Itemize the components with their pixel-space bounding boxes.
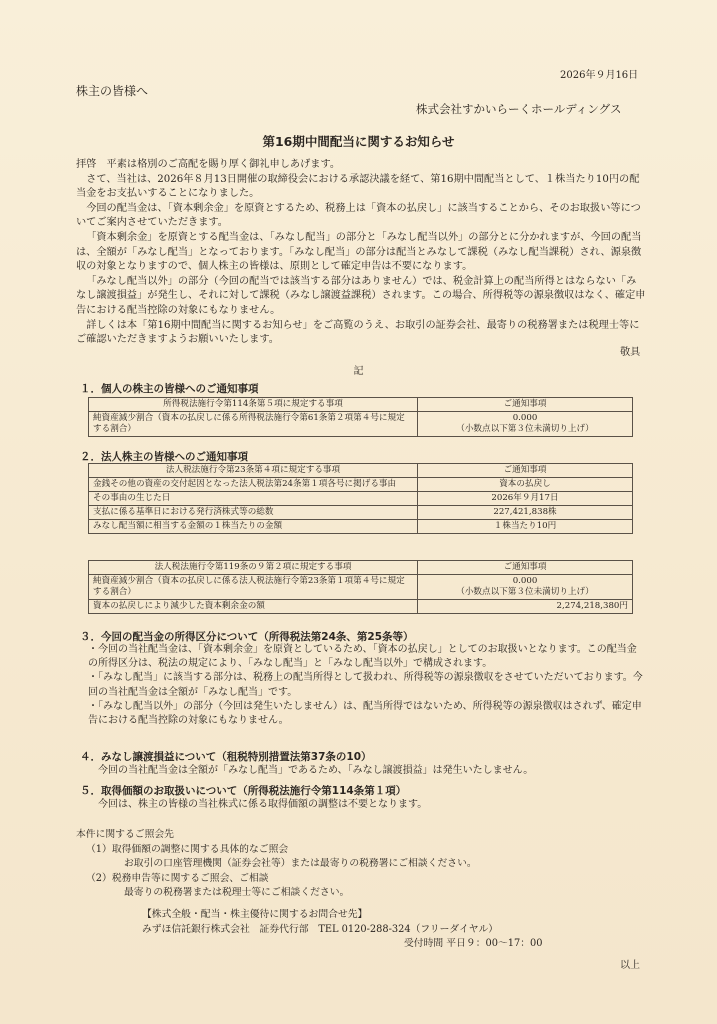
inquiry-hours: 受付時間 平日９：00～17：00	[404, 938, 543, 949]
inquiry-block	[142, 908, 642, 952]
keigu: 敬具	[620, 347, 641, 358]
salutation: 株主の皆様へ	[76, 84, 149, 98]
table-cell: 2026年９月17日	[418, 492, 633, 506]
ki-mark: 記	[353, 366, 364, 377]
table-row	[89, 506, 633, 520]
table-header: 法人税法施行令第23条第４項に規定する事項	[89, 464, 418, 478]
inquiry-title: 【株式全般・配当・株主優待に関するお問合せ先】	[142, 909, 368, 920]
contact-line: 最寄りの税務署または税理士等にご相談ください。	[124, 887, 350, 898]
table-header: 所得税法施行令第114条第５項に規定する事項	[89, 398, 418, 412]
table-row	[89, 600, 633, 614]
section-2-table-2	[88, 560, 633, 614]
closing-mark: 以上	[620, 960, 640, 971]
table-row	[89, 412, 633, 437]
section-5-text: 今回は、株主の皆様の当社株式に係る取得価額の調整は不要となります。	[98, 799, 428, 810]
section-4-heading: ４．みなし譲渡損益について（租税特別措置法第37条の10）	[80, 751, 372, 763]
note: （小数点以下第３位未満切り上げ）	[456, 424, 594, 434]
body-paragraph: 「みなし配当以外」の部分（今回の配当では該当する部分はありません）では、税金計算上の配当所得とはならない「みなし譲渡損益」が発生し、それに対して課税（みなし譲渡益課税）されます。この場合、所得税等の源泉徴収はなく、確定申告における配当控除の対象にもなりません。	[76, 275, 646, 316]
body-text	[76, 158, 646, 348]
table-cell: 純資産減少割合（資本の払戻しに係る所得税法施行令第61条第２項第４号に規定する割合）	[89, 412, 418, 437]
table-cell: 金銭その他の資産の交付起因となった法人税法第24条第１項各号に掲げる事由	[89, 478, 418, 492]
table-cell: １株当たり10円	[418, 520, 633, 534]
table-row	[89, 520, 633, 534]
table-row	[89, 492, 633, 506]
table-cell: 2,274,218,380円	[418, 600, 633, 614]
table-cell	[418, 575, 633, 600]
table-cell: 純資産減少割合（資本の払戻しに係る法人税法施行令第23条第１項第４号に規定する割合）	[89, 575, 418, 600]
section-3-heading: ３．今回の配当金の所得区分について（所得税法第24条、第25条等）	[80, 631, 414, 643]
table-header: ご通知事項	[418, 561, 633, 575]
section-2-heading: ２．法人株主の皆様へのご通知事項	[80, 451, 248, 463]
contact-line: お取引の口座管理機関（証券会社等）または最寄りの税務署にご相談ください。	[124, 858, 477, 869]
note: （小数点以下第３位未満切り上げ）	[456, 587, 594, 597]
table-cell: 資本の払戻しにより減少した資本剰余金の額	[89, 600, 418, 614]
page-title: 第16期中間配当に関するお知らせ	[262, 134, 455, 149]
list-item: ・「みなし配当」に該当する部分は、税務上の配当所得として扱われ、所得税等の源泉徴収をさせていただいております。今回の当社配当金は全額が「みなし配当」です。	[88, 672, 643, 698]
contact-heading: 本件に関するご照会先	[76, 829, 174, 840]
table-header: ご通知事項	[418, 398, 633, 412]
section-2-table-1	[88, 463, 633, 534]
section-5-heading: ５．取得価額のお取扱いについて（所得税法施行令第114条第１項）	[80, 785, 407, 797]
table-header: 法人税法施行令第119条の９第２項に規定する事項	[89, 561, 418, 575]
table-cell: 支払に係る基準日における発行済株式等の総数	[89, 506, 418, 520]
body-paragraph: 「資本剰余金」を原資とする配当金は、「みなし配当」の部分と「みなし配当以外」の部分とに分かれますが、今回の配当は、全額が「みなし配当」となっております。「みなし配当」の部分は配当とみなして課税（みなし配当課税）され、源泉徴収の対象となりますので、個人株主の皆様は、原則として確定申告は不要になります。	[76, 231, 642, 273]
contact-section	[76, 828, 636, 901]
body-paragraph: 今回の配当金は、「資本剰余金」を原資とするため、税務上は「資本の払戻し」に該当することから、そのお取扱い等についてご案内させていただきます。	[76, 202, 641, 229]
list-item: ・「みなし配当以外」の部分（今回は発生いたしません）は、配当所得ではないため、所得税等の源泉徴収はされず、確定申告における配当控除の対象にもなりません。	[88, 700, 642, 727]
list-item: ・今回の当社配当金は、「資本剰余金」を原資としているため、「資本の払戻し」としてのお取扱いとなります。この配当金の所得区分は、税法の規定により、「みなし配当」と「みなし配当以外」で構成されます。	[88, 644, 637, 670]
section-1-table	[88, 397, 633, 437]
table-cell	[418, 412, 633, 437]
section-3-body	[88, 643, 644, 728]
value: 0.000	[512, 576, 538, 586]
value: 0.000	[512, 413, 538, 423]
table-row	[89, 575, 633, 600]
table-cell: 資本の払戻し	[418, 478, 633, 492]
issue-date: 2026年９月16日	[560, 70, 639, 81]
body-paragraph: 詳しくは本「第16期中間配当に関するお知らせ」をご高覧のうえ、お取引の証券会社、最寄りの税務署または税理士等にご確認いただきますようお願いいたします。	[76, 319, 640, 346]
company-name: 株式会社すかいらーくホールディングス	[416, 102, 622, 116]
section-4-text: 今回の当社配当金は全額が「みなし配当」であるため、「みなし譲渡損益」は発生いたしません。	[98, 765, 534, 776]
table-cell: みなし配当額に相当する金額の１株当たりの金額	[89, 520, 418, 534]
section-1-heading: １．個人の株主の皆様へのご通知事項	[80, 383, 259, 395]
contact-line: （2）税務申告等に関するご照会、ご相談	[86, 872, 269, 884]
body-paragraph: 拝啓 平素は格別のご高配を賜り厚く御礼申しあげます。	[76, 159, 341, 170]
table-row	[89, 478, 633, 492]
inquiry-line: みずほ信託銀行株式会社 証券代行部 TEL 0120-288-324（フリーダイヤル）	[142, 923, 499, 935]
table-header: ご通知事項	[418, 464, 633, 478]
table-cell: 227,421,838株	[418, 506, 633, 520]
table-cell: その事由の生じた日	[89, 492, 418, 506]
contact-line: （1）取得価額の調整に関する具体的なご照会	[86, 843, 289, 855]
body-paragraph: さて、当社は、2026年８月13日開催の取締役会における承認決議を経て、第16期中間配当として、１株当たり10円の配当金をお支払いすることになりました。	[76, 173, 640, 200]
